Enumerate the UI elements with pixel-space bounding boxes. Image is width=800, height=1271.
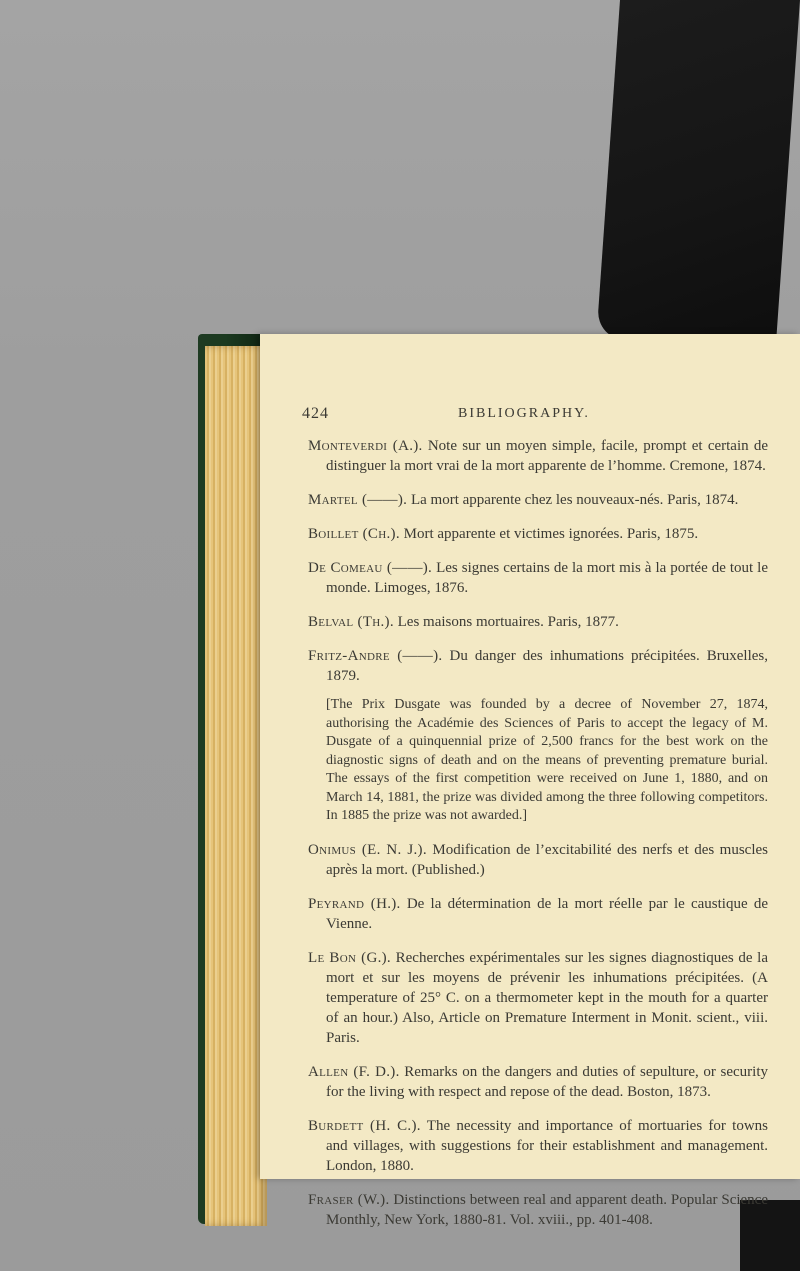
entry-text: Distinctions between real and apparent death. Popular Science Monthly, New York, 1880-81. Vol. xviii., pp. 401-408. <box>326 1191 769 1228</box>
bibliography-entry <box>308 558 768 598</box>
entry-text: Du danger des inhumations précipitées. Bruxelles, 1879. <box>326 648 768 684</box>
entry-text: De la détermination de la mort réelle par le caustique de Vienne. <box>326 895 768 932</box>
running-title: BIBLIOGRAPHY. <box>458 406 590 421</box>
entry-author: Burdett (H. C.). <box>308 1117 421 1134</box>
page-text-block <box>302 404 769 1244</box>
bibliography-entry <box>308 1190 768 1230</box>
dark-cloth-top-right <box>596 0 800 340</box>
book-page <box>260 334 800 1228</box>
entry-author: Martel (——). <box>308 492 408 508</box>
running-head <box>302 404 768 428</box>
entry-text: Recherches expérimentales sur les signes diagnostiques de la mort et sur les moyens de prévenir les inhumations précipitées. (A temperature of 25° C. on a thermometer kept in the mouth for a quarter of an hour.) Also, Article on Premature Interment in Monit. scient., viii. Paris. <box>326 949 768 1046</box>
entry-author: Peyrand (H.). <box>308 895 401 912</box>
entry-text: Les signes certains de la mort mis à la portée de tout le monde. Limoges, 1876. <box>326 560 769 596</box>
entry-text: The necessity and importance of mortuaries for towns and villages, with suggestions for their establishment and management. London, 1880. <box>326 1117 769 1174</box>
entry-author: De Comeau (——). <box>308 560 433 576</box>
bibliography-entry <box>308 436 768 476</box>
bibliography-entry <box>308 524 768 544</box>
entry-author: Allen (F. D.). <box>308 1063 400 1080</box>
entry-text: Note sur un moyen simple, facile, prompt et certain de distinguer la mort vrai de la mort apparente de l’homme. Cremone, 1874. <box>326 438 768 474</box>
entry-author: Fraser (W.). <box>308 1191 390 1208</box>
bibliography-entry <box>308 1062 768 1102</box>
bibliography-entry <box>308 490 768 510</box>
entry-author: Fritz-Andre (——). <box>308 648 443 664</box>
editorial-note: [The Prix Dusgate was founded by a decree of November 27, 1874, authorising the Académie des Sciences of Paris to accept the legacy of M. Dusgate of a quinquennial prize of 2,500 francs for the best work on the diagnostic signs of death and on the means of preventing premature burial. The essays of the first competition were received on June 1, 1880, and on March 14, 1881, the prize was divided among the three following competitors. In 1885 the prize was not awarded.] <box>326 697 768 823</box>
entry-text: Modification de l’excitabilité des nerfs et des muscles après la mort. (Published.) <box>326 841 768 878</box>
bibliography-entry <box>308 894 768 934</box>
entry-author: Le Bon (G.). <box>308 949 391 966</box>
entry-author: Boillet (Ch.). <box>308 526 400 542</box>
bibliography-entry <box>308 1116 768 1176</box>
entry-author: Belval (Th.). <box>308 614 394 630</box>
page-edges <box>205 346 267 1226</box>
page-number: 424 <box>302 405 329 422</box>
entry-author: Onimus (E. N. J.). <box>308 841 427 858</box>
bibliography-entry <box>308 948 768 1048</box>
bibliography-entry <box>308 840 768 880</box>
bibliography-entry <box>308 612 768 632</box>
bibliography-entry <box>308 646 768 686</box>
entry-text: Mort apparente et victimes ignorées. Paris, 1875. <box>403 526 699 542</box>
entry-author: Monteverdi (A.). <box>308 438 423 454</box>
entry-text: Les maisons mortuaires. Paris, 1877. <box>397 614 619 630</box>
entry-text: Remarks on the dangers and duties of sepulture, or security for the living with respect and repose of the dead. Boston, 1873. <box>326 1063 768 1100</box>
entry-text: La mort apparente chez les nouveaux-nés. Paris, 1874. <box>410 492 739 508</box>
